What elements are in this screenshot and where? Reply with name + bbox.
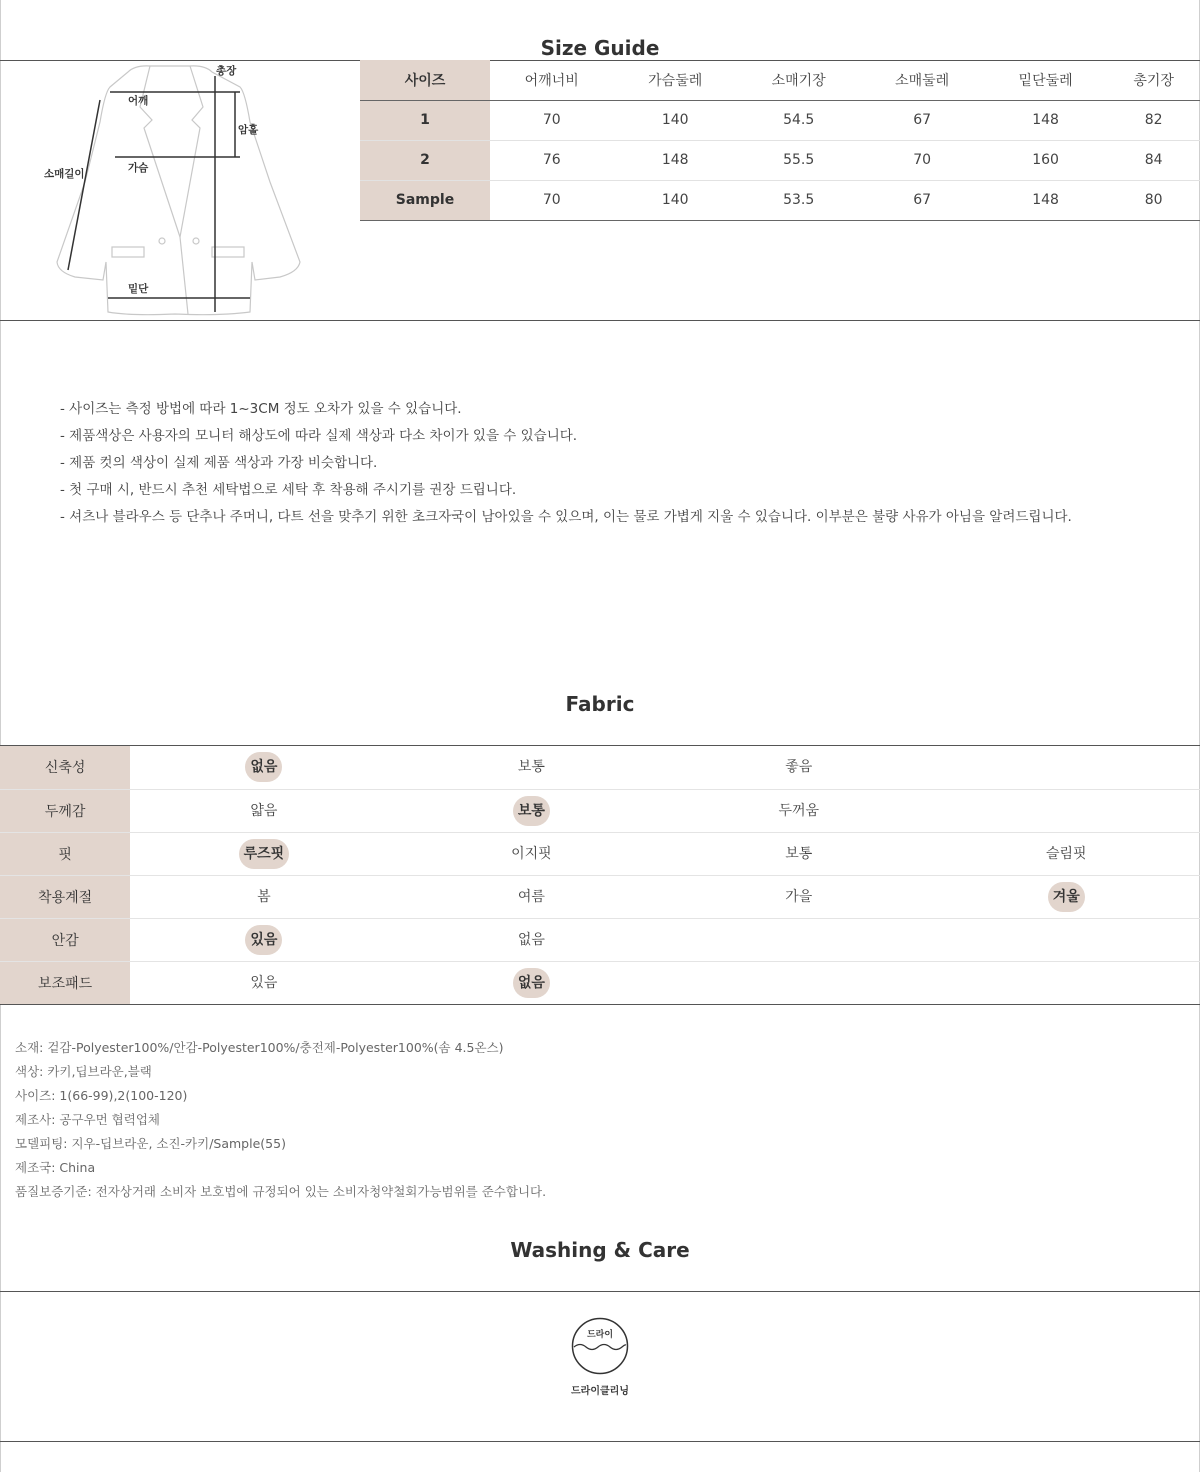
fabric-option-cell: [130, 961, 397, 1004]
info-material: 소재: 겉감-Polyester100%/안감-Polyester100%/충전제-Polyester100%(솜 4.5온스): [15, 1040, 504, 1055]
fabric-row: [0, 875, 1200, 918]
table-cell: 148: [1032, 112, 1059, 128]
info-manufacturer: 제조사: 공구우먼 협력업체: [15, 1112, 160, 1127]
table-cell: 82: [1144, 112, 1163, 128]
table-cell: 140: [661, 192, 689, 208]
fabric-option: 보통: [785, 845, 813, 862]
jacket-button-2: [193, 238, 199, 244]
dry-clean-icon-label: 드라이: [586, 1330, 614, 1340]
table-cell: 76: [542, 152, 561, 168]
fabric-option-cell: [933, 832, 1200, 875]
note-line: - 첫 구매 시, 반드시 추천 세탁법으로 세탁 후 착용해 주시기를 권장 드립니다.: [60, 482, 517, 498]
size-cell: 1: [360, 100, 490, 140]
fabric-option: 이지핏: [511, 845, 552, 862]
fabric-option-cell: [665, 918, 932, 961]
note-line: - 제품 컷의 색상이 실제 제품 색상과 가장 비슷합니다.: [60, 455, 378, 471]
table-cell: 148: [661, 152, 689, 168]
fabric-option-selected: 겨울: [1048, 882, 1085, 912]
fabric-option: 가을: [785, 888, 813, 905]
shoulder-width-header: 어깨너비: [524, 72, 579, 89]
fabric-option-cell: [398, 789, 665, 832]
fabric-row: [0, 832, 1200, 875]
table-cell: 70: [542, 112, 561, 128]
table-cell: 54.5: [783, 112, 815, 128]
fabric-option-cell: [130, 789, 397, 832]
fabric-option: 얇음: [250, 802, 278, 819]
size-guide-title: Size Guide: [540, 36, 660, 60]
chest-circumference-header: 가슴둘레: [648, 72, 703, 89]
fabric-option-cell: [665, 832, 932, 875]
fabric-option: 봄: [257, 888, 271, 905]
fabric-row-label: 보조패드: [0, 961, 130, 1004]
size-table: [360, 60, 1200, 221]
fabric-option-cell: [398, 746, 665, 789]
label-total-length: 총장: [216, 65, 237, 77]
fabric-row-label: 안감: [0, 918, 130, 961]
fabric-row: [0, 746, 1200, 789]
fabric-option: 여름: [517, 888, 545, 905]
fabric-row: [0, 961, 1200, 1004]
info-quality-standard: 품질보증기준: 전자상거래 소비자 보호법에 규정되어 있는 소비자청약철회가능범위를 준수합니다.: [15, 1184, 547, 1199]
info-color: 색상: 카키,딥브라운,블랙: [15, 1064, 152, 1079]
table-cell: 70: [913, 152, 932, 168]
fabric-option-cell: [398, 875, 665, 918]
table-row: [360, 140, 1200, 180]
table-cell: 55.5: [783, 152, 815, 168]
jacket-pocket-left: [112, 247, 144, 257]
fabric-option-selected: 보통: [513, 796, 550, 826]
size-notes: [60, 396, 1160, 531]
size-cell: Sample: [360, 180, 490, 220]
fabric-option-cell: [933, 961, 1200, 1004]
jacket-pocket-right: [212, 247, 244, 257]
table-cell: 67: [913, 112, 932, 128]
fabric-option: 좋음: [785, 759, 813, 776]
jacket-measurement-diagram: [40, 62, 310, 318]
size-guide-bottom-rule: [0, 320, 1200, 321]
fabric-option-cell: [398, 832, 665, 875]
fabric-option-selected: 있음: [245, 925, 282, 955]
jacket-placket: [180, 237, 188, 314]
fabric-option-cell: [665, 789, 932, 832]
fabric-option-cell: [398, 961, 665, 1004]
fabric-option-cell: [665, 875, 932, 918]
table-cell: 84: [1144, 152, 1163, 168]
sleeve-measure-line: [68, 100, 100, 270]
sleeve-length-header: 소매기장: [771, 72, 826, 89]
table-cell: 80: [1144, 192, 1163, 208]
note-line: - 제품색상은 사용자의 모니터 해상도에 따라 실제 색상과 다소 차이가 있을 수 있습니다.: [60, 428, 578, 444]
fabric-option-selected: 없음: [513, 968, 550, 998]
jacket-button-1: [159, 238, 165, 244]
fabric-option-selected: 없음: [245, 752, 282, 782]
table-row: [360, 100, 1200, 140]
note-line: - 사이즈는 측정 방법에 따라 1~3CM 정도 오차가 있을 수 있습니다.: [60, 401, 462, 417]
fabric-row: [0, 789, 1200, 832]
size-cell: 2: [360, 140, 490, 180]
size-table-header-row: [360, 60, 1200, 100]
fabric-option: 없음: [517, 931, 545, 948]
fabric-option-cell: [933, 746, 1200, 789]
table-cell: 70: [542, 192, 561, 208]
table-cell: 148: [1032, 192, 1059, 208]
fabric-option-cell: [398, 918, 665, 961]
fabric-table: [0, 746, 1200, 1005]
fabric-row: [0, 918, 1200, 961]
fabric-row-label: 착용계절: [0, 875, 130, 918]
fabric-option-selected: 루즈핏: [239, 839, 290, 869]
fabric-row-label: 두께감: [0, 789, 130, 832]
info-country: 제조국: China: [15, 1160, 96, 1175]
info-model-fitting: 모델피팅: 지우-딥브라운, 소진-카키/Sample(55): [15, 1136, 286, 1151]
sleeve-circumference-header: 소매둘레: [895, 72, 950, 89]
fabric-option: 보통: [517, 759, 545, 776]
jacket-outline: [57, 66, 300, 315]
label-hem: 밑단: [128, 283, 149, 295]
product-info: [15, 1036, 546, 1204]
table-row: [360, 180, 1200, 220]
fabric-option: 두꺼움: [778, 802, 820, 819]
hem-circumference-header: 밑단둘레: [1018, 72, 1073, 89]
size-header: 사이즈: [360, 60, 490, 100]
label-armhole: 암홀: [238, 124, 259, 136]
note-line: - 셔츠나 블라우스 등 단추나 주머니, 다트 선을 맞추기 위한 초크자국이 남아있을 수 있으며, 이는 물로 가볍게 지울 수 있습니다. 이부분은 불량 사유가 아님을 알려드립니다.: [60, 509, 1072, 525]
fabric-row-label: 핏: [0, 832, 130, 875]
label-sleeve-length: 소매길이: [44, 168, 85, 180]
dry-clean-caption: 드라이클리닝: [571, 1386, 629, 1397]
fabric-option: 슬림핏: [1045, 845, 1087, 862]
fabric-option-cell: [933, 875, 1200, 918]
label-shoulder: 어깨: [128, 95, 149, 107]
table-cell: 67: [913, 192, 932, 208]
fabric-row-label: 신축성: [0, 746, 130, 789]
fabric-option-cell: [933, 789, 1200, 832]
label-chest: 가슴: [128, 162, 149, 174]
table-cell: 140: [661, 112, 689, 128]
care-top-rule: [0, 1291, 1200, 1292]
fabric-title: Fabric: [565, 692, 635, 716]
fabric-option-cell: [130, 832, 397, 875]
fabric-option-cell: [665, 961, 932, 1004]
care-bottom-rule: [0, 1441, 1200, 1442]
total-length-header: 총기장: [1133, 72, 1174, 89]
table-cell: 160: [1032, 152, 1059, 168]
fabric-option-cell: [130, 875, 397, 918]
info-size: 사이즈: 1(66-99),2(100-120): [15, 1088, 188, 1103]
fabric-option-cell: [665, 746, 932, 789]
fabric-option-cell: [130, 918, 397, 961]
dry-clean-icon: [570, 1316, 630, 1376]
fabric-option-cell: [130, 746, 397, 789]
dry-clean-care-item: [560, 1316, 640, 1397]
fabric-option-cell: [933, 918, 1200, 961]
washing-care-title: Washing & Care: [510, 1238, 690, 1262]
fabric-option: 있음: [250, 974, 278, 991]
table-cell: 53.5: [783, 192, 815, 208]
